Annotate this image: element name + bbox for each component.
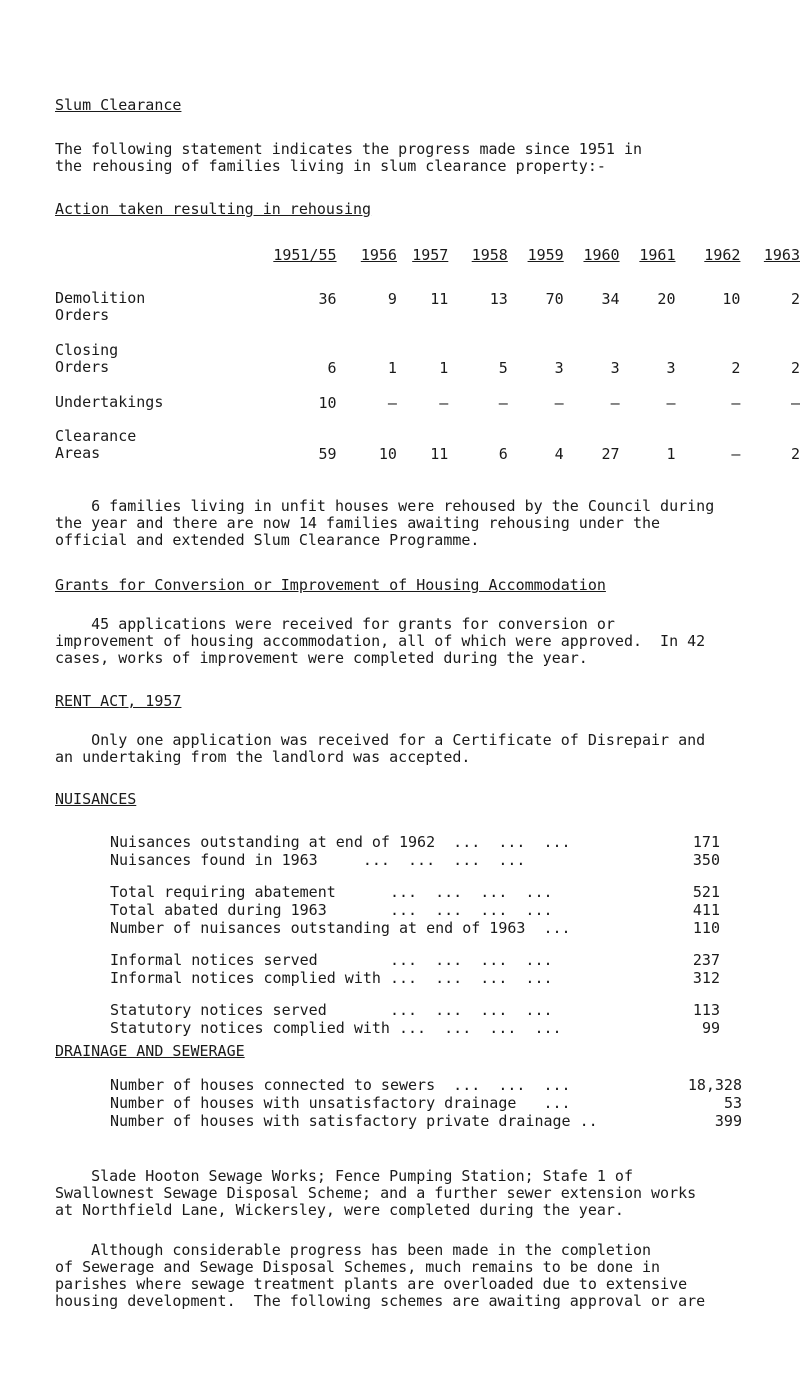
table-cell: 2	[790, 359, 800, 377]
drainage-paragraph-1: Slade Hooton Sewage Works; Fence Pumping Station; Stafe 1 of Swallownest Sewage Disposal Scheme; and a further sewer extension works at Northfield Lane, Wickersley, were completed during the year.	[55, 1167, 697, 1219]
list-item	[110, 951, 720, 969]
list-item	[110, 883, 720, 901]
table-cell: –	[610, 394, 620, 412]
item-label: Informal notices complied with ... ... ... ...	[110, 969, 553, 987]
table-header-row	[55, 246, 800, 290]
table-cell: –	[498, 394, 508, 412]
item-value: 521	[692, 883, 720, 901]
list-item	[110, 919, 720, 937]
table-cell: 27	[601, 445, 620, 463]
year-header: 1958	[471, 246, 508, 264]
row-label: Demolition Orders	[55, 289, 146, 324]
item-value: 110	[692, 919, 720, 937]
table-cell: 34	[601, 290, 620, 308]
table-cell: 11	[430, 290, 449, 308]
item-value: 171	[692, 833, 720, 851]
table-cell: 10	[722, 290, 741, 308]
list-item	[110, 1019, 720, 1037]
list-item	[110, 901, 720, 919]
item-value: 237	[692, 951, 720, 969]
table-cell: 20	[657, 290, 676, 308]
table-cell: –	[731, 394, 741, 412]
year-header: 1951/55	[273, 246, 337, 264]
item-label: Number of houses connected to sewers ... ... ...	[110, 1076, 571, 1094]
table-cell: 6	[498, 445, 508, 463]
item-label: Statutory notices complied with ... ... ... ...	[110, 1019, 562, 1037]
year-header: 1961	[639, 246, 676, 264]
table-row	[55, 428, 800, 480]
table-cell: –	[666, 394, 676, 412]
table-cell: 3	[666, 359, 676, 377]
table-cell: 36	[318, 290, 337, 308]
item-label: Total requiring abatement ... ... ... ...	[110, 883, 553, 901]
item-label: Nuisances outstanding at end of 1962 ... ... ...	[110, 833, 571, 851]
item-value: 312	[692, 969, 720, 987]
year-header: 1959	[527, 246, 564, 264]
drainage-paragraph-2: Although considerable progress has been made in the completion of Sewerage and Sewage Disposal Schemes, much remains to be done in parishes where sewage treatment plants are overloaded due to extensive housing development. The following schemes are awaiting approval or are	[55, 1241, 706, 1310]
list-item	[110, 1094, 742, 1112]
rehousing-subheading: Action taken resulting in rehousing	[55, 200, 372, 218]
item-value: 113	[692, 1001, 720, 1019]
intro-paragraph: The following statement indicates the progress made since 1951 in the rehousing of families living in slum clearance property:-	[55, 140, 642, 175]
rehousing-note: 6 families living in unfit houses were rehoused by the Council during the year and there are now 14 families awaiting rehousing under the official and extended Slum Clearance Programme.	[55, 497, 715, 549]
blank-header	[55, 246, 273, 290]
table-cell: 5	[498, 359, 508, 377]
table-cell: 1	[387, 359, 397, 377]
table-row	[55, 290, 800, 342]
table-cell: –	[439, 394, 449, 412]
list-item	[110, 969, 720, 987]
year-header: 1963	[763, 246, 800, 264]
item-label: Nuisances found in 1963 ... ... ... ...	[110, 851, 526, 869]
row-label: Undertakings	[55, 393, 164, 411]
item-label: Total abated during 1963 ... ... ... ...	[110, 901, 553, 919]
table-cell: 9	[387, 290, 397, 308]
drainage-heading: DRAINAGE AND SEWERAGE	[55, 1042, 245, 1060]
table-cell: 70	[545, 290, 564, 308]
table-cell: 4	[554, 445, 564, 463]
table-cell: 3	[610, 359, 620, 377]
table-cell: –	[790, 394, 800, 412]
item-label: Number of houses with unsatisfactory drainage ...	[110, 1094, 571, 1112]
table-cell: 3	[554, 359, 564, 377]
table-cell: 13	[489, 290, 508, 308]
table-row	[55, 342, 800, 394]
nuisances-heading: NUISANCES	[55, 790, 137, 808]
row-label: Clearance Areas	[55, 427, 137, 462]
table-cell: 10	[318, 394, 337, 412]
year-header: 1957	[412, 246, 449, 264]
year-header: 1960	[583, 246, 620, 264]
table-cell: 1	[666, 445, 676, 463]
table-cell: 2	[790, 290, 800, 308]
list-item	[110, 851, 720, 869]
table-cell: –	[731, 445, 741, 463]
list-item	[110, 1076, 742, 1094]
item-value: 350	[692, 851, 720, 869]
grants-heading: Grants for Conversion or Improvement of Housing Accommodation	[55, 576, 606, 594]
row-label: Closing Orders	[55, 341, 119, 376]
item-label: Informal notices served ... ... ... ...	[110, 951, 553, 969]
table-cell: 2	[790, 445, 800, 463]
item-value: 99	[701, 1019, 720, 1037]
list-item	[110, 1001, 720, 1019]
item-value: 399	[714, 1112, 742, 1130]
table-cell: 10	[378, 445, 397, 463]
item-value: 53	[723, 1094, 742, 1112]
list-item	[110, 833, 720, 851]
year-header: 1956	[360, 246, 397, 264]
list-item	[110, 1112, 742, 1130]
rehousing-table	[55, 246, 800, 480]
item-label: Number of houses with satisfactory private drainage ..	[110, 1112, 598, 1130]
table-cell: 6	[327, 359, 337, 377]
year-header: 1962	[704, 246, 741, 264]
table-cell: 1	[439, 359, 449, 377]
item-label: Number of nuisances outstanding at end of 1963 ...	[110, 919, 571, 937]
table-cell: 2	[731, 359, 741, 377]
grants-paragraph: 45 applications were received for grants for conversion or improvement of housing accommodation, all of which were approved. In 42 cases, works of improvement were completed during the year.	[55, 615, 706, 667]
item-label: Statutory notices served ... ... ... ...	[110, 1001, 553, 1019]
rent-act-paragraph: Only one application was received for a Certificate of Disrepair and an undertaking from the landlord was accepted.	[55, 731, 706, 766]
table-cell: –	[554, 394, 564, 412]
table-cell: 11	[430, 445, 449, 463]
rent-act-heading: RENT ACT, 1957	[55, 692, 182, 710]
table-cell: 59	[318, 445, 337, 463]
table-cell: –	[387, 394, 397, 412]
item-value: 18,328	[687, 1076, 742, 1094]
item-value: 411	[692, 901, 720, 919]
page-title: Slum Clearance	[55, 96, 182, 114]
table-row	[55, 394, 800, 428]
